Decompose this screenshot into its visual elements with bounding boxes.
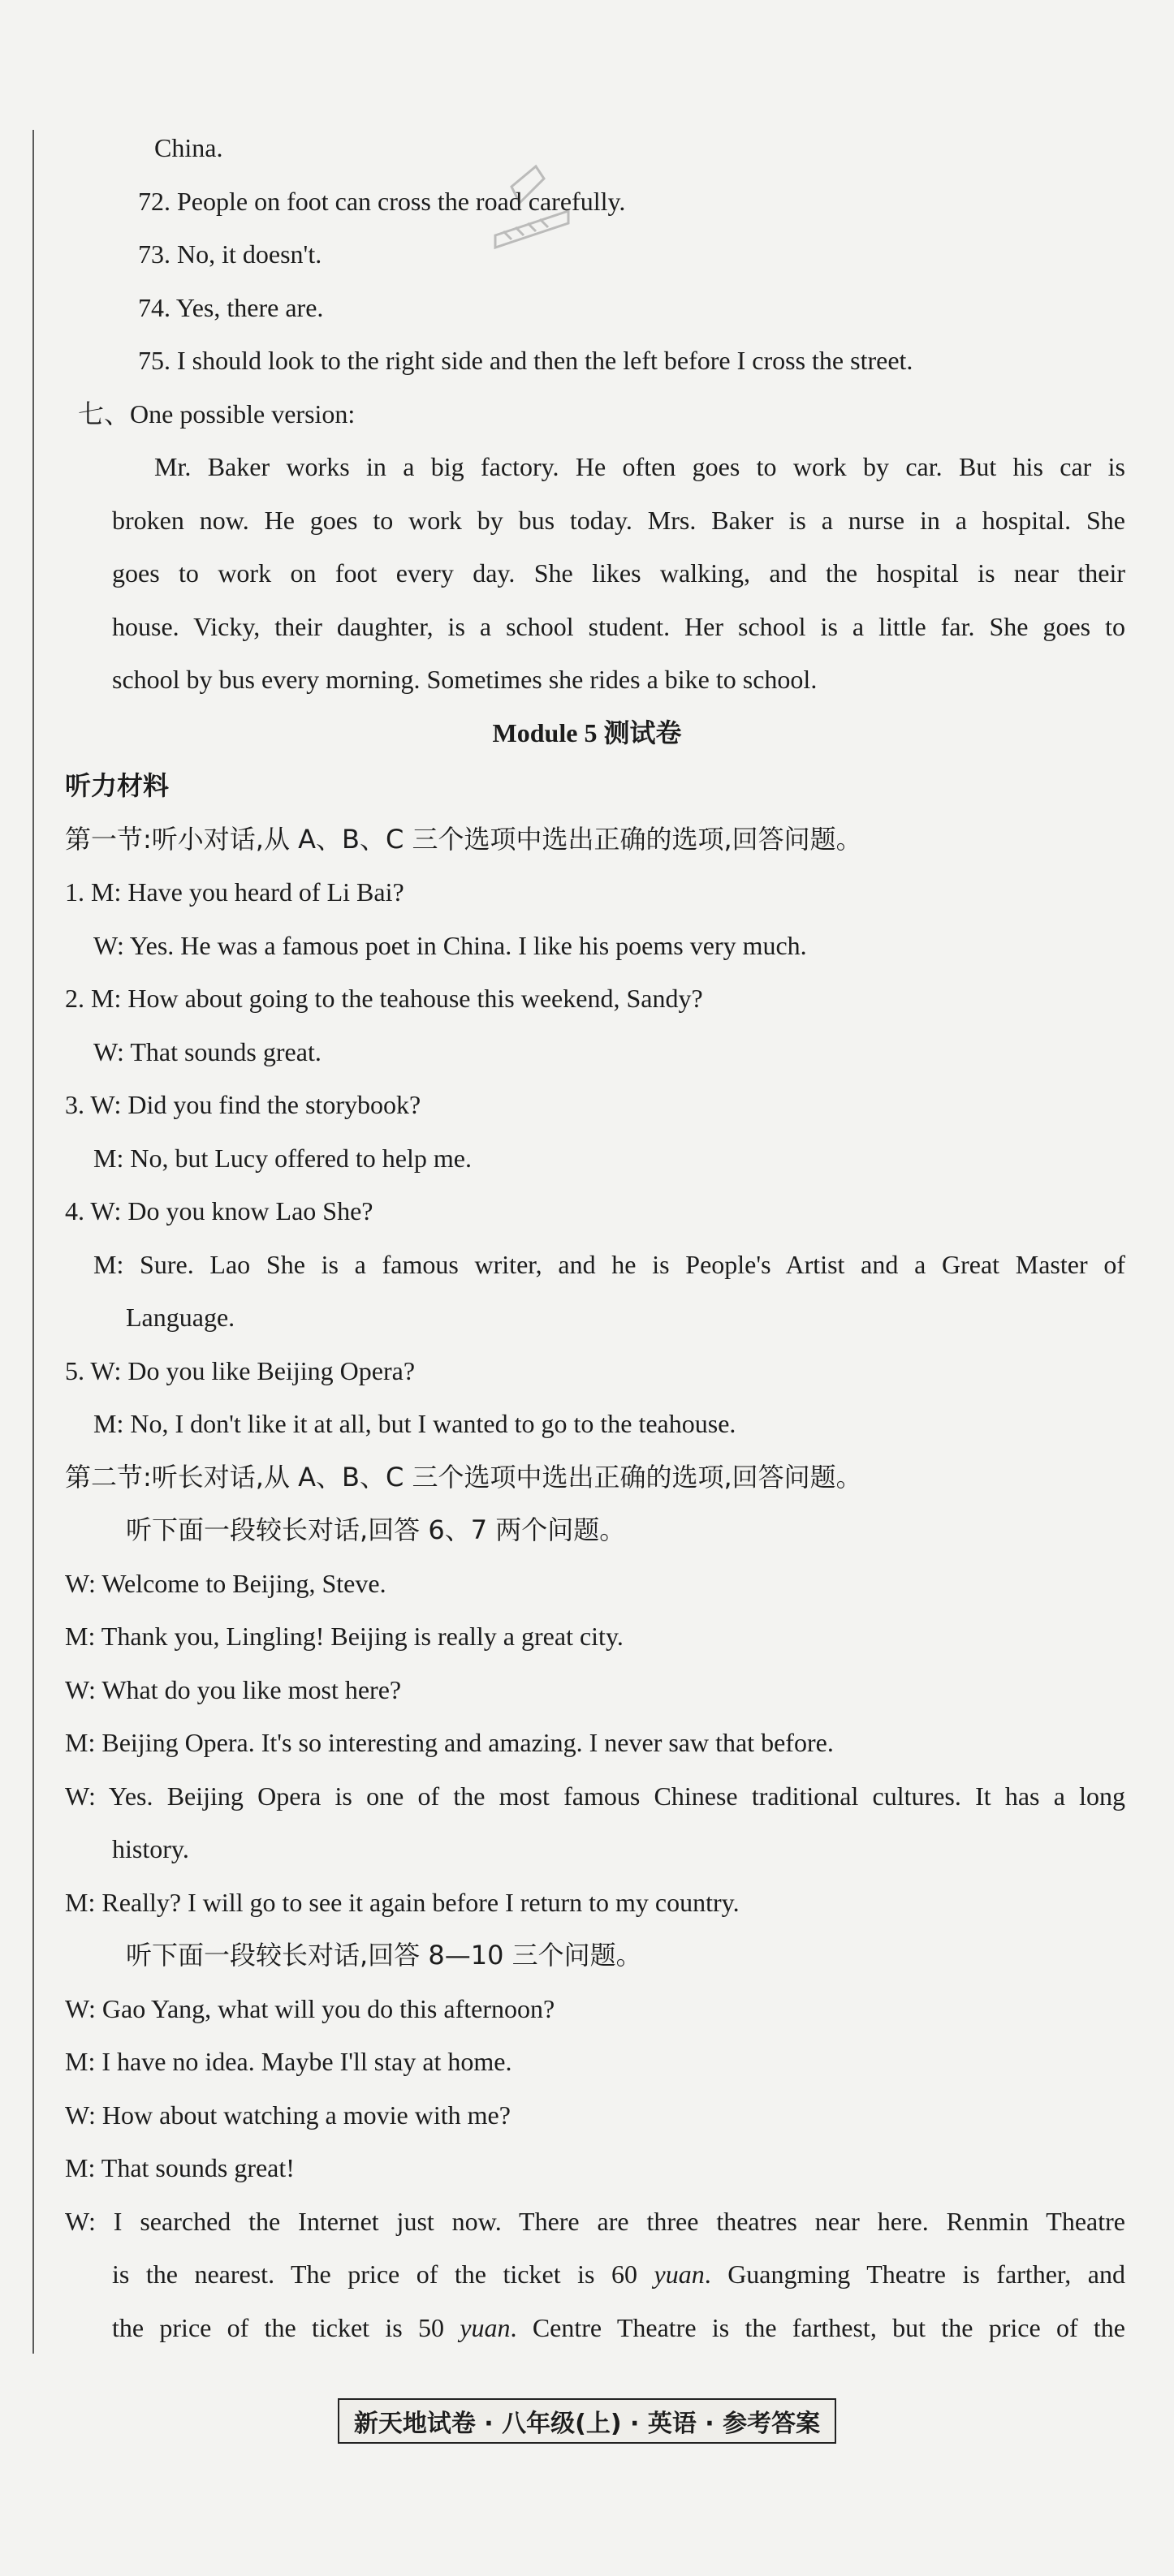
line-text: 七、One possible version:: [78, 398, 356, 429]
dialogue-line: [0, 1345, 1174, 1398]
line-text: 听力材料: [65, 770, 170, 801]
line-text: [112, 2313, 1125, 2342]
line-text: W: Yes. He was a famous poet in China. I like his poems very much.: [93, 930, 807, 960]
dialogue-line: [0, 2142, 1174, 2195]
dialogue-line: [0, 1026, 1174, 1079]
dialogue-line: [0, 920, 1174, 973]
essay-line: [0, 547, 1174, 601]
line-text: W: What do you like most here?: [65, 1674, 402, 1704]
dialogue-line: [0, 1770, 1174, 1824]
line-text: school by bus every morning. Sometimes she rides a bike to school.: [112, 665, 818, 694]
module-title: [0, 707, 1174, 760]
dialogue-line: [0, 1823, 1174, 1876]
dialogue-line: [0, 1717, 1174, 1770]
section-one-instruction: [0, 813, 1174, 867]
dialogue-line: [0, 2195, 1174, 2249]
line-text: China.: [154, 133, 223, 162]
line-text: 第一节:听小对话,从 A、B、C 三个选项中选出正确的选项,回答问题。: [65, 823, 862, 855]
line-text: M: Beijing Opera. It's so interesting and amazing. I never saw that before.: [65, 1728, 834, 1757]
sub-instruction: [0, 1929, 1174, 1983]
dialogue-line: [0, 1185, 1174, 1238]
text-line: [0, 122, 1174, 175]
sub-instruction: [0, 1504, 1174, 1557]
line-text: Mr. Baker works in a big factory. He often goes to work by car. But his car is: [154, 452, 1125, 481]
listening-heading: [0, 760, 1174, 813]
italic-word: yuan: [460, 2312, 511, 2342]
line-text: M: No, but Lucy offered to help me.: [93, 1143, 472, 1173]
section-two-instruction: [0, 1451, 1174, 1505]
essay-line: [0, 494, 1174, 548]
line-text: 听下面一段较长对话,回答 8—10 三个问题。: [126, 1940, 642, 1971]
text-part: the price of the ticket is 50: [112, 2312, 460, 2342]
line-text: Language.: [126, 1303, 235, 1332]
dialogue-line: [0, 1079, 1174, 1132]
dialogue-line: [0, 1664, 1174, 1717]
line-text: 73. No, it doesn't.: [138, 239, 322, 269]
dialogue-line: [0, 1291, 1174, 1345]
dialogue-line: [0, 1610, 1174, 1664]
dialogue-line: [0, 1238, 1174, 1292]
dialogue-line: [0, 1398, 1174, 1451]
dialogue-line: [0, 2089, 1174, 2143]
line-text: broken now. He goes to work by bus today. Mrs. Baker is a nurse in a hospital. She: [112, 505, 1125, 535]
dialogue-line: [0, 2035, 1174, 2089]
answer-73: [0, 228, 1174, 282]
line-text: M: That sounds great!: [65, 2153, 295, 2182]
dialogue-line: [0, 2248, 1174, 2302]
line-text: goes to work on foot every day. She likes walking, and the hospital is near their: [112, 558, 1125, 588]
dialogue-line: [0, 2302, 1174, 2355]
section-seven-heading: [0, 388, 1174, 442]
line-text: M: Thank you, Lingling! Beijing is really a great city.: [65, 1622, 624, 1651]
line-text: 第二节:听长对话,从 A、B、C 三个选项中选出正确的选项,回答问题。: [65, 1461, 862, 1493]
essay-line: [0, 653, 1174, 707]
line-text: W: How about watching a movie with me?: [65, 2100, 511, 2130]
line-text: 3. W: Did you find the storybook?: [65, 1090, 421, 1119]
line-text: W: Yes. Beijing Opera is one of the most famous Chinese traditional cultures. It has a long: [65, 1781, 1125, 1811]
page-footer: [0, 2398, 1174, 2444]
text-part: is the nearest. The price of the ticket is 60: [112, 2259, 654, 2289]
line-text: 4. W: Do you know Lao She?: [65, 1196, 373, 1226]
answer-74: [0, 282, 1174, 335]
line-text: W: Gao Yang, what will you do this afternoon?: [65, 1993, 555, 2023]
answer-75: [0, 334, 1174, 388]
text-part: . Guangming Theatre is farther, and: [704, 2259, 1126, 2289]
line-text: W: That sounds great.: [93, 1036, 322, 1066]
dialogue-line: [0, 1876, 1174, 1930]
essay-line: [0, 441, 1174, 494]
footer-label: 新天地试卷 · 八年级(上) · 英语 · 参考答案: [338, 2398, 836, 2444]
line-text: 听下面一段较长对话,回答 6、7 两个问题。: [126, 1514, 626, 1545]
dialogue-line: [0, 866, 1174, 920]
line-text: M: Really? I will go to see it again before I return to my country.: [65, 1887, 740, 1917]
line-text: W: Welcome to Beijing, Steve.: [65, 1568, 386, 1598]
dialogue-line: [0, 972, 1174, 1026]
line-text: 75. I should look to the right side and then the left before I cross the street.: [138, 346, 913, 375]
line-text: Module 5 测试卷: [492, 717, 682, 747]
essay-line: [0, 601, 1174, 654]
line-text: 2. M: How about going to the teahouse this weekend, Sandy?: [65, 984, 703, 1013]
answer-72: [0, 175, 1174, 229]
text-part: . Centre Theatre is the farthest, but the price of the: [510, 2312, 1126, 2342]
dialogue-line: [0, 1983, 1174, 2036]
document-body: [0, 122, 1174, 2354]
line-text: house. Vicky, their daughter, is a school student. Her school is a little far. She goes to: [112, 611, 1125, 641]
dialogue-line: [0, 1557, 1174, 1611]
line-text: M: Sure. Lao She is a famous writer, and he is People's Artist and a Great Master of: [93, 1249, 1125, 1279]
line-text: history.: [112, 1834, 189, 1863]
italic-word: yuan: [654, 2259, 705, 2289]
line-text: M: I have no idea. Maybe I'll stay at home.: [65, 2047, 512, 2076]
line-text: 5. W: Do you like Beijing Opera?: [65, 1355, 416, 1385]
line-text: 72. People on foot can cross the road carefully.: [138, 186, 626, 216]
line-text: M: No, I don't like it at all, but I wanted to go to the teahouse.: [93, 1409, 736, 1438]
line-text: 1. M: Have you heard of Li Bai?: [65, 877, 404, 907]
line-text: 74. Yes, there are.: [138, 292, 324, 322]
line-text: [112, 2259, 1125, 2289]
dialogue-line: [0, 1132, 1174, 1186]
line-text: W: I searched the Internet just now. There are three theatres near here. Renmin Theatre: [65, 2206, 1125, 2236]
